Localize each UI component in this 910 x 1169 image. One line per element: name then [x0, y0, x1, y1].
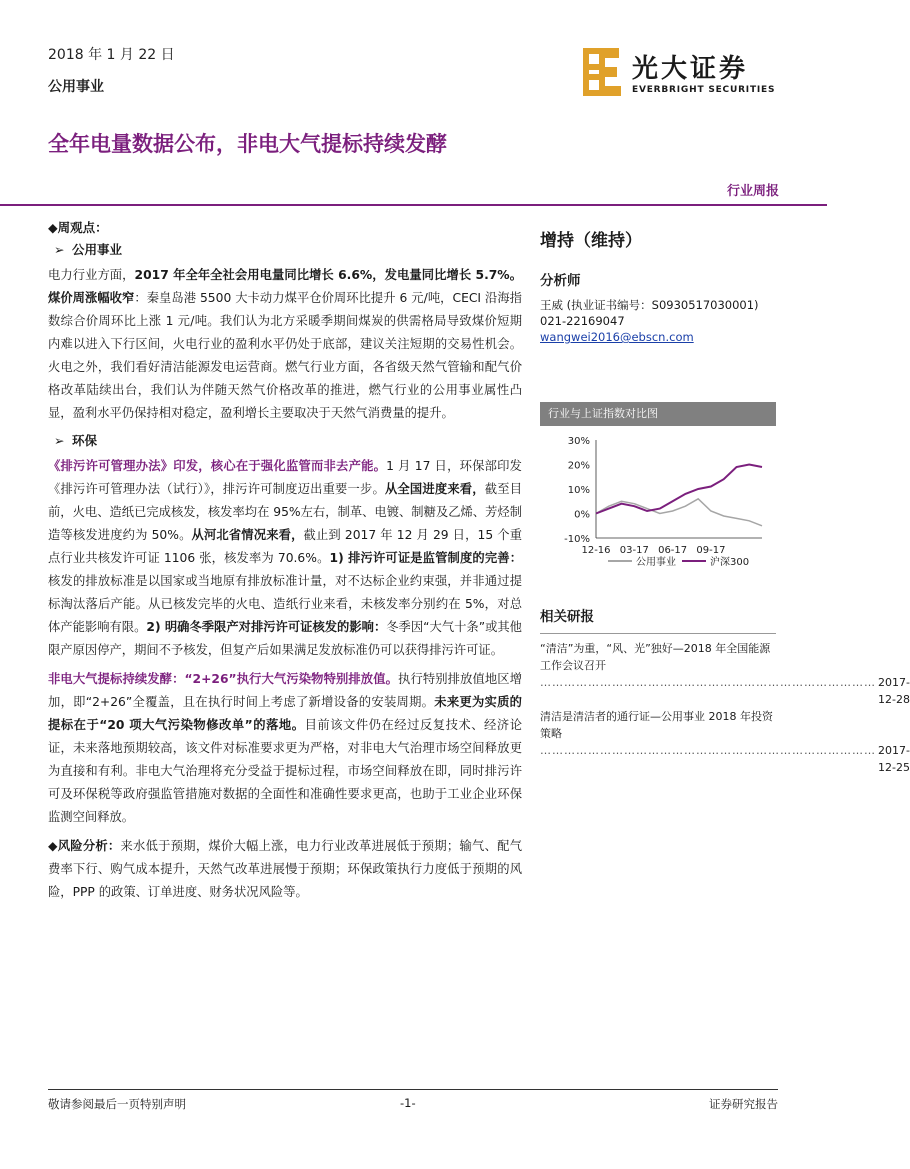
text-run: 来水低于预期，煤价大幅上涨，电力行业改革进展低于预期；输气、配气费率下行、购气成本提升，天然气改革进展慢于预期；环保政策执行力度低于预期的风险，PPP 的政策、订单进度、财务状况风险等。	[48, 839, 522, 899]
text-run: 电力行业方面，	[48, 268, 135, 282]
related-research	[540, 605, 910, 776]
x-tick-label: 03-17	[619, 545, 649, 556]
legend-label: 沪深300	[710, 557, 750, 568]
text-run: 目前该文件仍在经过反复技术、经济论证，未来落地预期较高，该文件对标准要求更为严格，对非电大气治理市场空间释放更为直接和有利。非电大气治理将充分受益于提标过程，市场空间释放在即，同时排污许可及环保税等政府强监管措施对数据的全面性和准确性要求更高，也助于工业企业环保监测空间释放。	[48, 718, 522, 824]
related-divider	[540, 633, 776, 634]
text-run: 截至目前，火电、造纸已完成核发，核发率均在 95%左右，制革、电镀、制糖及乙烯、芳烃制造等核发进度约为 50%。	[48, 482, 522, 542]
analyst-email-link[interactable]: wangwei2016@ebscn.com	[540, 330, 694, 344]
text-run: 未来更为实质的提标在于“20 项大气污染物修改单”的落地。	[48, 695, 522, 732]
arrow-icon: ➢	[54, 242, 65, 257]
text-run: 非电大气提标持续发酵：“2+26”执行大气污染物特别排放值。	[48, 672, 399, 686]
header-divider	[0, 204, 827, 206]
paragraph-non-electric	[48, 668, 522, 829]
x-tick-label: 06-17	[658, 545, 688, 556]
series-line-csi300	[596, 465, 762, 514]
logo-text-en: EVERBRIGHT SECURITIES	[632, 85, 776, 95]
main-content	[48, 218, 522, 904]
chart-title: 行业与上证指数对比图	[540, 402, 776, 426]
analyst-label: 分析师	[540, 273, 581, 289]
text-run: 冬季因“大气十条”或其他限产原因停产，期间不予核发，但复产后如果满足发放标准仍可以获得排污许可证。	[48, 620, 522, 657]
paragraph-permit	[48, 455, 522, 662]
logo-text-cn: 光大证券	[632, 54, 749, 84]
text-run: 2) 明确冬季限产对排污许可证核发的影响：	[146, 620, 387, 634]
text-run: 执行特别排放值地区增加，即“2+26”全覆盖，且在执行时间上考虑了新增设备的安装周期。	[48, 672, 522, 709]
rating: 增持（维持）	[540, 231, 642, 251]
text-run: 从河北省情况来看，	[191, 528, 304, 542]
related-item[interactable]	[540, 708, 910, 776]
text-run: 从全国进度来看，	[384, 482, 485, 496]
text-run: 截止到 2017 年 12 月 29 日，15 个重点行业共核发许可证 1106 张，核发率为 70.6%。	[48, 528, 522, 565]
footer-report-label: 证券研究报告	[709, 1097, 778, 1111]
report-title: 全年电量数据公布，非电大气提标持续发酵	[48, 132, 447, 156]
text-run: 核发的排放标准是以国家或当地原有排放标准计量，对不达标企业约束强，并非通过提标淘汰落后产能。从已核发完毕的火电、造纸行业来看，未核发率分别约在 5%，对总体产能影响有限。	[48, 574, 522, 634]
arrow-icon: ➢	[54, 433, 65, 448]
analyst-name: 王威 (执业证书编号：S0930517030001)	[540, 298, 759, 312]
view-heading: ◆周观点：	[48, 220, 108, 235]
footer-divider	[48, 1089, 778, 1090]
y-tick-label: 10%	[567, 485, 590, 496]
y-tick-label: 30%	[567, 436, 590, 447]
related-item-date: 2017-12-28	[878, 676, 910, 706]
series-line-utilities	[596, 499, 762, 526]
report-type: 行业周报	[726, 184, 779, 199]
footer-disclaimer: 敬请参阅最后一页特别声明	[48, 1097, 186, 1111]
report-date: 2018 年 1 月 22 日	[48, 47, 175, 63]
sidebar	[540, 218, 778, 345]
text-run: 1 月 17 日，环保部印发《排污许可管理办法（试行）》，排污许可制度迈出重要一步。	[48, 459, 522, 496]
section-heading-utilities: ➢ 公用事业	[48, 240, 522, 260]
page-number: -1-	[400, 1096, 416, 1110]
paragraph-utilities	[48, 264, 522, 425]
chart-svg	[540, 426, 776, 574]
x-tick-label: 12-16	[581, 545, 611, 556]
leader-dots: …………………………………………………………………………	[540, 676, 876, 689]
section-heading-environment: ➢ 环保	[48, 431, 522, 451]
logo-icon	[583, 48, 623, 96]
related-item[interactable]	[540, 640, 910, 708]
y-tick-label: 0%	[574, 509, 590, 521]
related-item-title: “清洁”为重，“风、光”独好—2018 年全国能源工作会议召开	[540, 642, 771, 672]
text-run: 《排污许可管理办法》印发，核心在于强化监管而非去产能。	[48, 459, 387, 473]
x-tick-label: 09-17	[696, 545, 726, 556]
y-tick-label: 20%	[567, 460, 590, 472]
text-run: 2017 年全年全社会用电量同比增长 6.6%，发电量同比增长 5.7%。煤价周涨幅收窄	[48, 268, 522, 305]
text-run: ：秦皇岛港 5500 大卡动力煤平仓价周环比提升 6 元/吨，CECI 沿海指数综合价周环比上涨 1 元/吨。我们认为北方采暖季期间煤炭的供需格局导致煤价短期内难以进入下行区间，火电行业的盈利水平仍处于底部，建议关注短期的交易性机会。火电之外，我们看好清洁能源发电运营商。燃气行业方面，各省级天然气管输和配气价格改革陆续出台，我们认为伴随天然气价格改革的推进，燃气行业的公用事业属性凸显，盈利水平仍保持相对稳定，盈利增长主要取决于天然气消费量的提升。	[48, 291, 522, 420]
analyst-phone: 021-22169047	[540, 314, 625, 328]
y-tick-label: -10%	[564, 534, 590, 545]
leader-dots: …………………………………………………………………………	[540, 744, 876, 757]
text-run: 1) 排污许可证是监管制度的完善：	[329, 551, 522, 565]
sector-label: 公用事业	[48, 79, 104, 95]
legend-label: 公用事业	[636, 557, 676, 568]
analyst-info	[540, 297, 778, 345]
paragraph-risk	[48, 835, 522, 904]
related-item-date: 2017-12-25	[878, 744, 910, 774]
related-item-title: 清洁是清洁者的通行证—公用事业 2018 年投资策略	[540, 710, 773, 740]
related-label: 相关研报	[540, 609, 594, 625]
comparison-chart	[540, 402, 776, 574]
text-run: ◆风险分析：	[48, 839, 121, 853]
